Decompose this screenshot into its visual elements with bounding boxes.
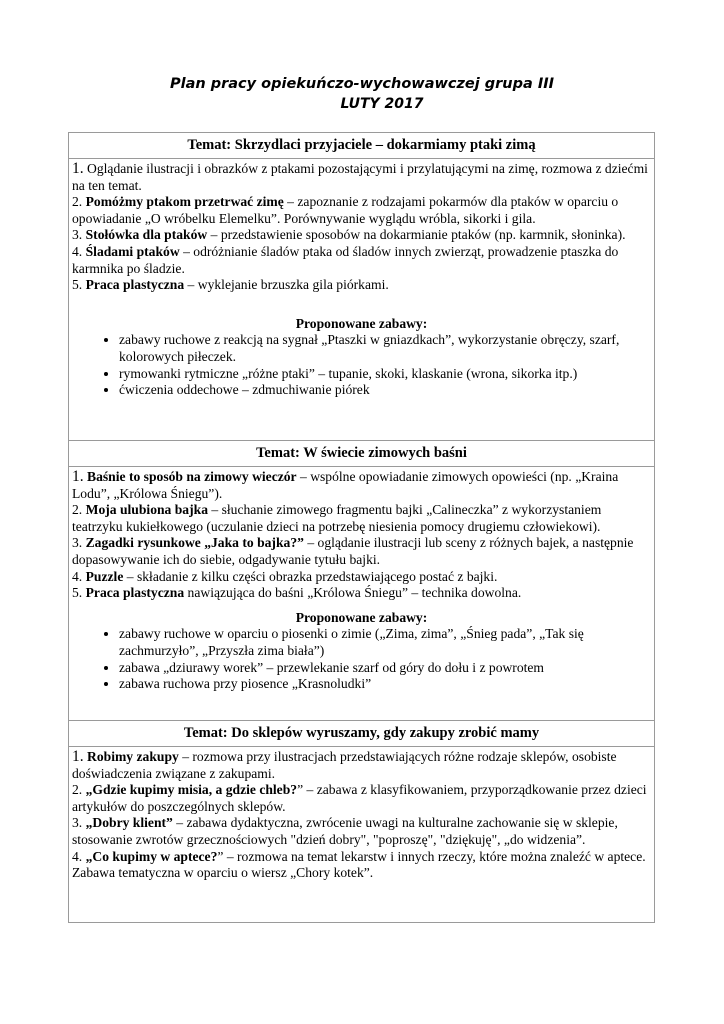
list-item: 4. Puzzle – składanie z kilku części obrazka przedstawiającego postać z bajki. xyxy=(72,568,498,584)
list-item: 4. „Co kupimy w aptece?” – rozmowa na temat lekarstw i innych rzeczy, które można znaleźć w aptece. Zabawa tematyczna w oparciu o wiersz „Chory kotek”. xyxy=(72,848,646,881)
list-item: 4. Śladami ptaków – odróżnianie śladów ptaka od śladów innych zwierząt, prowadzenie ptaszka do karmnika po śladzie. xyxy=(72,243,619,276)
proposed-games-list xyxy=(72,332,651,398)
temat-title: Do sklepów wyruszamy, gdy zakupy zrobić mamy xyxy=(231,725,540,741)
list-item: 3. „Dobry klient” – zabawa dydaktyczna, zwrócenie uwagi na kulturalne zachowanie się w sklepie, stosowanie zwrotów grzecznościowych "dzień dobry", "poproszę", "dziękuję", „do widzenia”. xyxy=(72,815,618,847)
proposed-games-list xyxy=(72,626,651,692)
temat-label: Temat: xyxy=(187,137,232,153)
list-item: 2. Pomóżmy ptakom przetrwać zimę – zapoznanie z rodzajami pokarmów dla ptaków w oparciu o opowiadanie „O wróbelku Elemelku”. Porównywanie wyglądu wróbla, sikorki i gila. xyxy=(72,194,619,226)
document-subtitle: LUTY 2017 xyxy=(340,96,424,112)
list-item: • zabawy ruchowe w oparciu o piosenki o zimie („Zima, zima”, „Śnieg pada”, „Tak się zachmurzyło”, „Przyszła zima biała”) xyxy=(119,626,651,659)
temat-label: Temat: xyxy=(183,725,228,741)
list-item: • zabawa ruchowa przy piosence „Krasnoludki” xyxy=(119,676,651,693)
section-1-body xyxy=(69,159,654,441)
section-2-header xyxy=(69,441,654,467)
list-item: 5. Praca plastyczna – wyklejanie brzuszka gila piórkami. xyxy=(72,277,389,293)
list-item: 3. Stołówka dla ptaków – przedstawienie sposobów na dokarmianie ptaków (np. karmnik, słoninka). xyxy=(72,227,626,243)
list-item: 3. Zagadki rysunkowe „Jaka to bajka?” – oglądanie ilustracji lub sceny z różnych bajek, a następnie dopasowywanie ich do siebie, odgadywanie tytułu bajki. xyxy=(72,535,634,567)
temat-title: W świecie zimowych baśni xyxy=(303,445,467,461)
temat-label: Temat: xyxy=(256,445,300,461)
list-item: 1. Baśnie to sposób na zimowy wieczór – wspólne opowiadanie zimowych opowieści (np. „Kraina Lodu”, „Królowa Śniegu”). xyxy=(72,468,619,501)
plan-table xyxy=(68,132,655,923)
list-item: • zabawa „dziurawy worek” – przewlekanie szarf od góry do dołu i z powrotem xyxy=(119,660,651,677)
section-3-header xyxy=(69,721,654,747)
document-title: Plan pracy opiekuńczo-wychowawczej grupa III xyxy=(169,76,555,92)
list-item: 5. Praca plastyczna nawiązująca do baśni „Królowa Śniegu” – technika dowolna. xyxy=(72,585,522,601)
list-item: • zabawy ruchowe z reakcją na sygnał „Ptaszki w gniazdkach”, wykorzystanie obręczy, szarf, kolorowych piłeczek. xyxy=(119,332,651,365)
proposed-games-heading: Proponowane zabawy: xyxy=(295,609,428,625)
section-2-body xyxy=(69,467,654,721)
list-item: 2. Moja ulubiona bajka – słuchanie zimowego fragmentu bajki „Calineczka” z wykorzystaniem teatrzyku kukiełkowego (uczulanie dzieci na potrzebę niesienia pomocy drugiemu człowiekowi). xyxy=(72,502,602,534)
temat-title: Skrzydlaci przyjaciele – dokarmiamy ptaki zimą xyxy=(234,137,536,153)
section-1-header xyxy=(69,133,654,159)
section-3-body xyxy=(69,747,654,922)
list-item: 1. Oglądanie ilustracji i obrazków z ptakami pozostającymi i przylatującymi na zimę, rozmowa z dziećmi na ten temat. xyxy=(72,160,648,193)
list-item: • ćwiczenia oddechowe – zdmuchiwanie piórek xyxy=(119,382,651,399)
proposed-games-heading: Proponowane zabawy: xyxy=(295,315,428,331)
list-item: 2. „Gdzie kupimy misia, a gdzie chleb?” – zabawa z klasyfikowaniem, przyporządkowanie przez dzieci artykułów do poszczególnych sklepów. xyxy=(72,782,647,814)
list-item: 1. Robimy zakupy – rozmowa przy ilustracjach przedstawiających różne rodzaje sklepów, osobiste doświadczenia związane z zakupami. xyxy=(72,748,617,781)
list-item: • rymowanki rytmiczne „różne ptaki” – tupanie, skoki, klaskanie (wrona, sikorka itp.) xyxy=(119,366,651,383)
